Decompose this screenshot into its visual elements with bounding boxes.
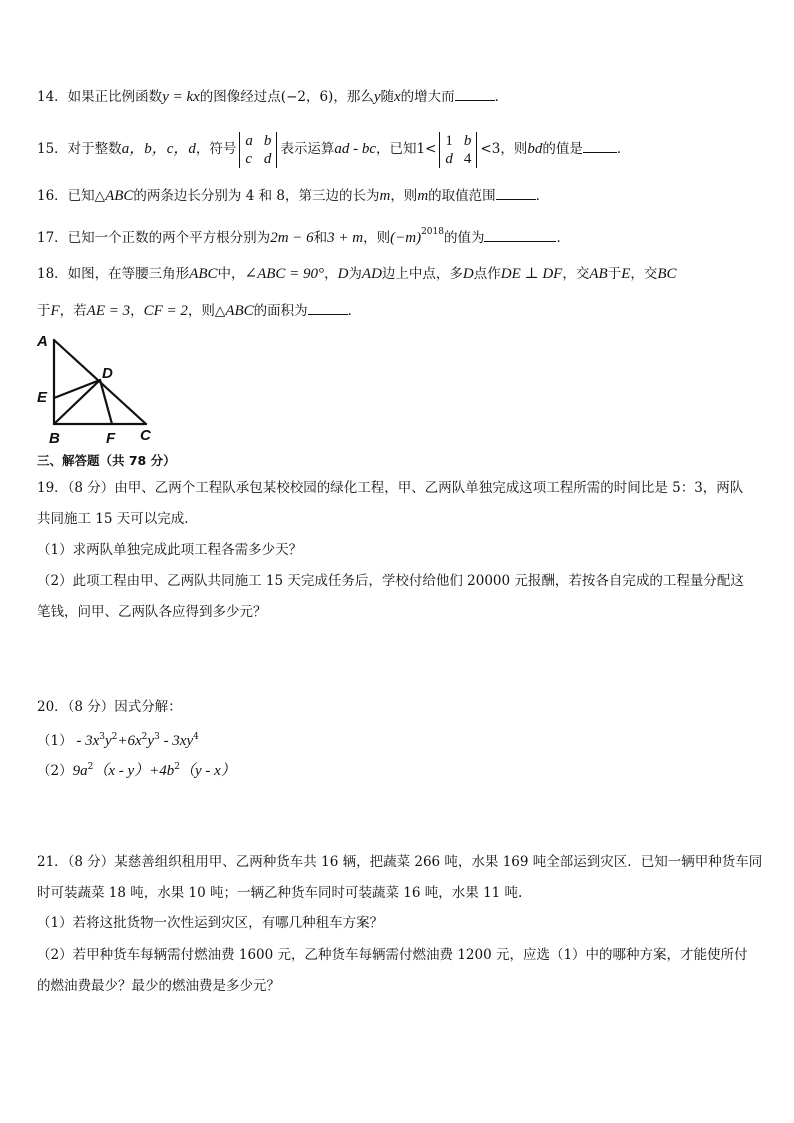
q15-text-4: ，已知 <box>376 141 417 157</box>
q17-power-base: (−m) <box>390 230 422 246</box>
q15-operation: ad - bc <box>334 141 377 157</box>
q15-end: ． <box>616 141 631 157</box>
q16-text-3: ，则 <box>390 188 418 204</box>
q15-determinant-symbol: a b c d <box>239 132 277 168</box>
q14-text-5: 的增大而 <box>400 89 455 105</box>
q20-title: 20．（8 分）因式分解： <box>37 699 182 715</box>
triangle-figure <box>36 332 166 444</box>
q14-function: y = kx <box>162 89 200 105</box>
q15-ineq-right: <3，则 <box>480 141 528 157</box>
q16-var-m: m <box>379 188 391 204</box>
q21-part-2-line-1: （2）若甲种货车每辆需付燃油费 1600 元，乙种货车每辆需付燃油费 1200 元，应选（1）中的哪种方案，才能使所付 <box>37 947 748 963</box>
q18-cf: CF = 2 <box>143 303 188 319</box>
label-c: C <box>140 427 151 444</box>
q14-var-y: y <box>373 89 381 105</box>
question-14 <box>37 86 764 107</box>
q17-root-1: 2m − 6 <box>270 230 314 246</box>
q17-and: 和 <box>313 230 328 246</box>
label-a: A <box>37 333 48 350</box>
q16-answer-blank[interactable] <box>496 185 536 200</box>
q16-text-2: 的两条边长分别为 4 和 8，第三边的长为 <box>133 188 380 204</box>
question-16 <box>37 185 764 206</box>
q17-answer-blank[interactable] <box>484 227 556 242</box>
q14-text-3: ，那么 <box>333 89 374 105</box>
question-18-line-1: 18．如图，在等腰三角形ABC中，∠ABC = 90°，D为AD边上中点，多D点作DE ⊥ DF，交AB于E，交BC <box>37 266 677 282</box>
q21-part-1: （1）若将这批货物一次性运到灾区，有哪几种租车方案？ <box>37 915 384 931</box>
q15-ineq-left: 1< <box>416 141 437 157</box>
question-17 <box>37 222 764 248</box>
q21-part-2-line-2: 的燃油费最少？最少的燃油费是多少元？ <box>37 978 280 994</box>
label-b: B <box>49 430 60 444</box>
q21-line-2: 时可装蔬菜 18 吨，水果 10 吨；一辆乙种货车同时可装蔬菜 16 吨，水果 11 吨. <box>37 885 523 901</box>
q15-vars: a，b，c，d <box>121 141 196 157</box>
question-15 <box>37 129 764 169</box>
q14-end: ． <box>494 89 509 105</box>
q17-root-2: 3 + m <box>327 230 364 246</box>
q15-determinant-value: 1 b d 4 <box>439 132 477 168</box>
q14-text-4: 随 <box>380 89 394 105</box>
q18-perpendicular: DE ⊥ DF <box>500 266 563 282</box>
q19-part-2-line-1: （2）此项工程由甲、乙两队共同施工 15 天完成任务后，学校付给他们 20000 元报酬，若按各自完成的工程量分配这 <box>37 573 744 589</box>
q18-angle: ∠ABC = 90° <box>244 266 325 282</box>
question-18-line-2: 于F，若AE = 3，CF = 2，则△ABC的面积为 ． <box>37 300 764 321</box>
q15-text: 15．对于整数 <box>37 141 122 157</box>
q20-part-1: $(1) - 3x^3y^2+6x^2y^3 - 3xy^4$ <box>37 732 199 749</box>
q17-text-2: ，则 <box>363 230 391 246</box>
q19-line-2: 共同施工 15 天可以完成． <box>37 511 198 527</box>
q19-line-1: 19．（8 分）由甲、乙两个工程队承包某校校园的绿化工程，甲、乙两队单独完成这项工程所需的时间比是 5：3，两队 <box>37 480 744 496</box>
label-f: F <box>106 430 116 444</box>
segment-bd <box>54 380 100 424</box>
label-e: E <box>37 389 48 406</box>
q18-answer-blank[interactable] <box>308 300 348 315</box>
q16-text: 16．已知△ <box>37 188 106 204</box>
q19-part-1: （1）求两队单独完成此项工程各需多少天？ <box>37 542 303 558</box>
q17-text-3: 的值为 <box>443 230 485 246</box>
q15-text-5: 的值是 <box>542 141 583 157</box>
label-d: D <box>102 365 113 382</box>
q16-triangle: ABC <box>105 188 134 204</box>
q15-bd: bd <box>527 141 543 157</box>
q14-text-2: 的图像经过点 <box>199 89 281 105</box>
q16-text-4: 的取值范围 <box>428 188 496 204</box>
q15-answer-blank[interactable] <box>583 138 617 153</box>
q14-var-x: x <box>394 89 401 105</box>
q21-line-1: 21．（8 分）某慈善组织租用甲、乙两种货车共 16 辆，把蔬菜 266 吨，水果 169 吨全部运到灾区．已知一辆甲种货车同 <box>37 854 763 870</box>
q14-answer-blank[interactable] <box>455 86 495 101</box>
q16-end: ． <box>535 188 550 204</box>
q17-end: ． <box>556 230 570 246</box>
q14-text: 14．如果正比例函数 <box>37 89 163 105</box>
q20-part-2: $(2)9a^2(x - y)+4b^2(y - x)$ <box>37 762 236 779</box>
q17-exponent: 2018 <box>421 227 444 237</box>
segment-de <box>54 380 100 398</box>
q18-ae: AE = 3 <box>86 303 131 319</box>
q14-point: (−2，6) <box>280 89 334 105</box>
q19-part-2-line-2: 笔钱，问甲、乙两队各应得到多少元？ <box>37 604 267 620</box>
section-3-heading: 三、解答题（共 78 分） <box>37 453 176 468</box>
q16-var-m-2: m <box>417 188 429 204</box>
q17-text: 17．已知一个正数的两个平方根分别为 <box>37 230 271 246</box>
q15-text-3: 表示运算 <box>280 141 335 157</box>
q15-text-2: ，符号 <box>195 141 237 157</box>
